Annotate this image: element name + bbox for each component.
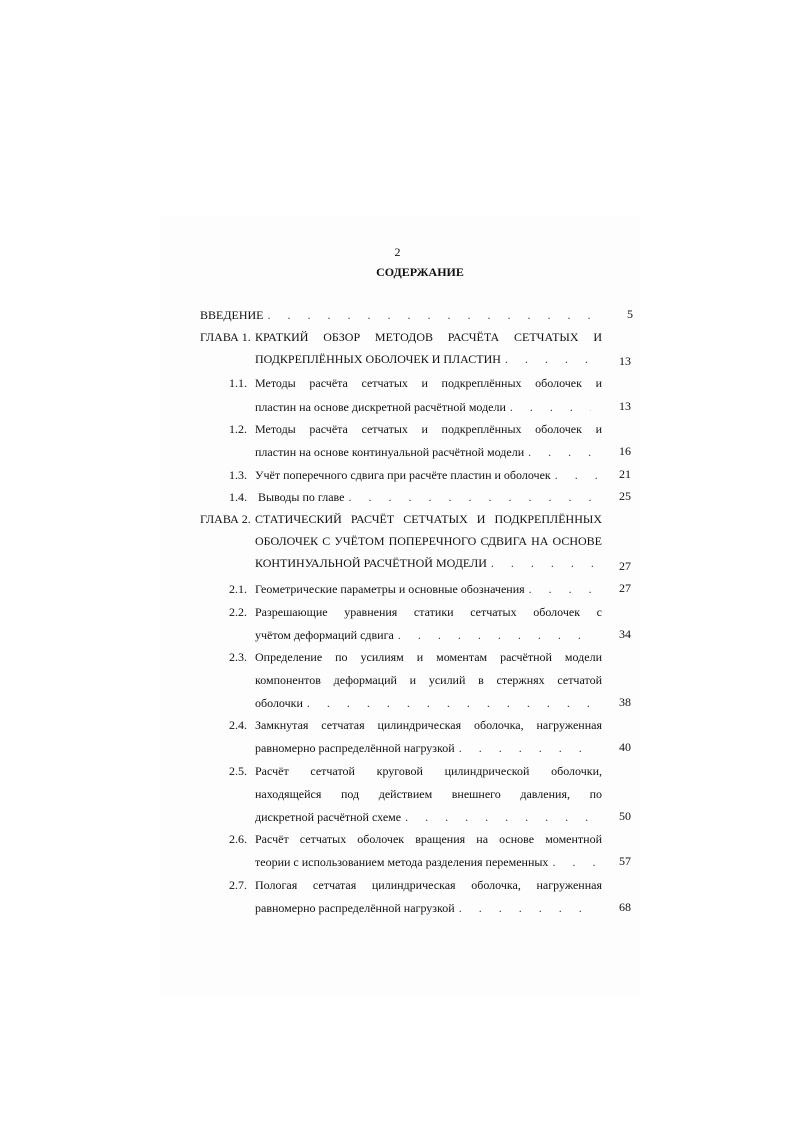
toc-entry-text: Определение по усилиям и моментам расчётной модели (255, 650, 602, 664)
dot-leader (348, 489, 598, 505)
toc-page-number: 5 (627, 307, 633, 321)
dot-leader (528, 444, 591, 460)
toc-entry-text: Замкнутая сетчатая цилиндрическая оболочка, нагруженная (255, 718, 602, 732)
toc-entry-text: СТАТИЧЕСКИЙ РАСЧЁТ СЕТЧАТЫХ И ПОДКРЕПЛЁННЫХ (255, 512, 602, 526)
toc-entry-number: 2.6. (229, 832, 247, 846)
toc-entry-text: оболочки (255, 696, 303, 710)
dot-leader (307, 695, 598, 711)
toc-entry-text: ВВЕДЕНИЕ (200, 308, 264, 322)
toc-page-number: 13 (619, 354, 631, 368)
toc-page-number: 27 (619, 559, 631, 573)
toc-page-number: 50 (619, 809, 631, 823)
toc-page-number: 68 (619, 900, 631, 914)
toc-page-number: 16 (619, 444, 631, 458)
dot-leader (459, 900, 598, 916)
toc-entry-number: 2.5. (229, 764, 247, 778)
toc-entry-text: дискретной расчётной схеме (255, 810, 402, 824)
toc-entry-number: ГЛАВА 1. (200, 330, 251, 344)
toc-page-number: 21 (619, 467, 631, 481)
toc-page-number: 27 (619, 581, 631, 595)
toc-entry-text: Расчёт сетчатой круговой цилиндрической оболочки, (255, 764, 602, 778)
toc-entry-text: компонентов деформаций и усилий в стержнях сетчатой (255, 673, 602, 687)
dot-leader (268, 307, 608, 323)
toc-page-number: 57 (619, 854, 631, 868)
toc-entry-number: 1.4. (229, 490, 247, 504)
dot-leader (505, 351, 598, 367)
toc-entry-number: 2.7. (229, 878, 247, 892)
toc-entry-number: 1.2. (229, 422, 247, 436)
toc-entry-text: учётом деформаций сдвига (255, 628, 394, 642)
toc-entry-number: 2.4. (229, 718, 247, 732)
toc-entry-text: Методы расчёта сетчатых и подкреплённых оболочек и (255, 422, 602, 436)
toc-page-number: 13 (619, 399, 631, 413)
toc-entry-text: Пологая сетчатая цилиндрическая оболочка, нагруженная (255, 878, 602, 892)
toc-page-number: 34 (619, 627, 631, 641)
toc-entry-text: пластин на основе континуальной расчётной модели (255, 445, 525, 459)
toc-page-number: 25 (619, 489, 631, 503)
toc-entry-number: ГЛАВА 2. (200, 512, 251, 526)
toc-entry-number: 1.1. (229, 376, 247, 390)
toc-entry-text: Расчёт сетчатых оболочек вращения на основе моментной (255, 832, 602, 846)
dot-leader (510, 399, 591, 415)
dot-leader (529, 581, 598, 597)
page-number: 2 (394, 245, 401, 259)
toc-page-number: 40 (619, 740, 631, 754)
toc-entry-text: равномерно распределённой нагрузкой (255, 741, 455, 755)
toc-entry-text: ПОДКРЕПЛЁННЫХ ОБОЛОЧЕК И ПЛАСТИН (255, 352, 501, 366)
toc-entry-text: КРАТКИЙ ОБЗОР МЕТОДОВ РАСЧЁТА СЕТЧАТЫХ И (255, 330, 602, 344)
toc-entry-number: 2.3. (229, 650, 247, 664)
toc-entry-text: находящейся под действием внешнего давления, по (255, 787, 602, 801)
dot-leader (398, 627, 598, 643)
toc-entry-text: равномерно распределённой нагрузкой (255, 901, 455, 915)
toc-page-number: 38 (619, 695, 631, 709)
dot-leader (405, 809, 598, 825)
toc-entry-text: ОБОЛОЧЕК С УЧЁТОМ ПОПЕРЕЧНОГО СДВИГА НА ОСНОВЕ (255, 534, 602, 548)
dot-leader (459, 740, 598, 756)
page-title: СОДЕРЖАНИЕ (376, 265, 464, 279)
toc-entry-number: 2.1. (229, 582, 247, 596)
toc-entry-text: Геометрические параметры и основные обозначения (255, 582, 525, 596)
toc-entry-text: пластин на основе дискретной расчётной модели (255, 400, 506, 414)
toc-entry-text: теории с использованием метода разделения переменных (255, 855, 549, 869)
toc-entry-text: КОНТИНУАЛЬНОЙ РАСЧЁТНОЙ МОДЕЛИ (255, 556, 487, 570)
toc-entry-number: 2.2. (229, 605, 247, 619)
toc-entry-number: 1.3. (229, 468, 247, 482)
toc-entry-text: Методы расчёта сетчатых и подкреплённых оболочек и (255, 376, 602, 390)
toc-entry-text: Разрешающие уравнения статики сетчатых оболочек с (255, 605, 602, 619)
toc-entry-text: Выводы по главе (255, 490, 345, 504)
toc-entry-text: Учёт поперечного сдвига при расчёте пластин и оболочек (255, 468, 551, 482)
dot-leader (491, 555, 598, 571)
